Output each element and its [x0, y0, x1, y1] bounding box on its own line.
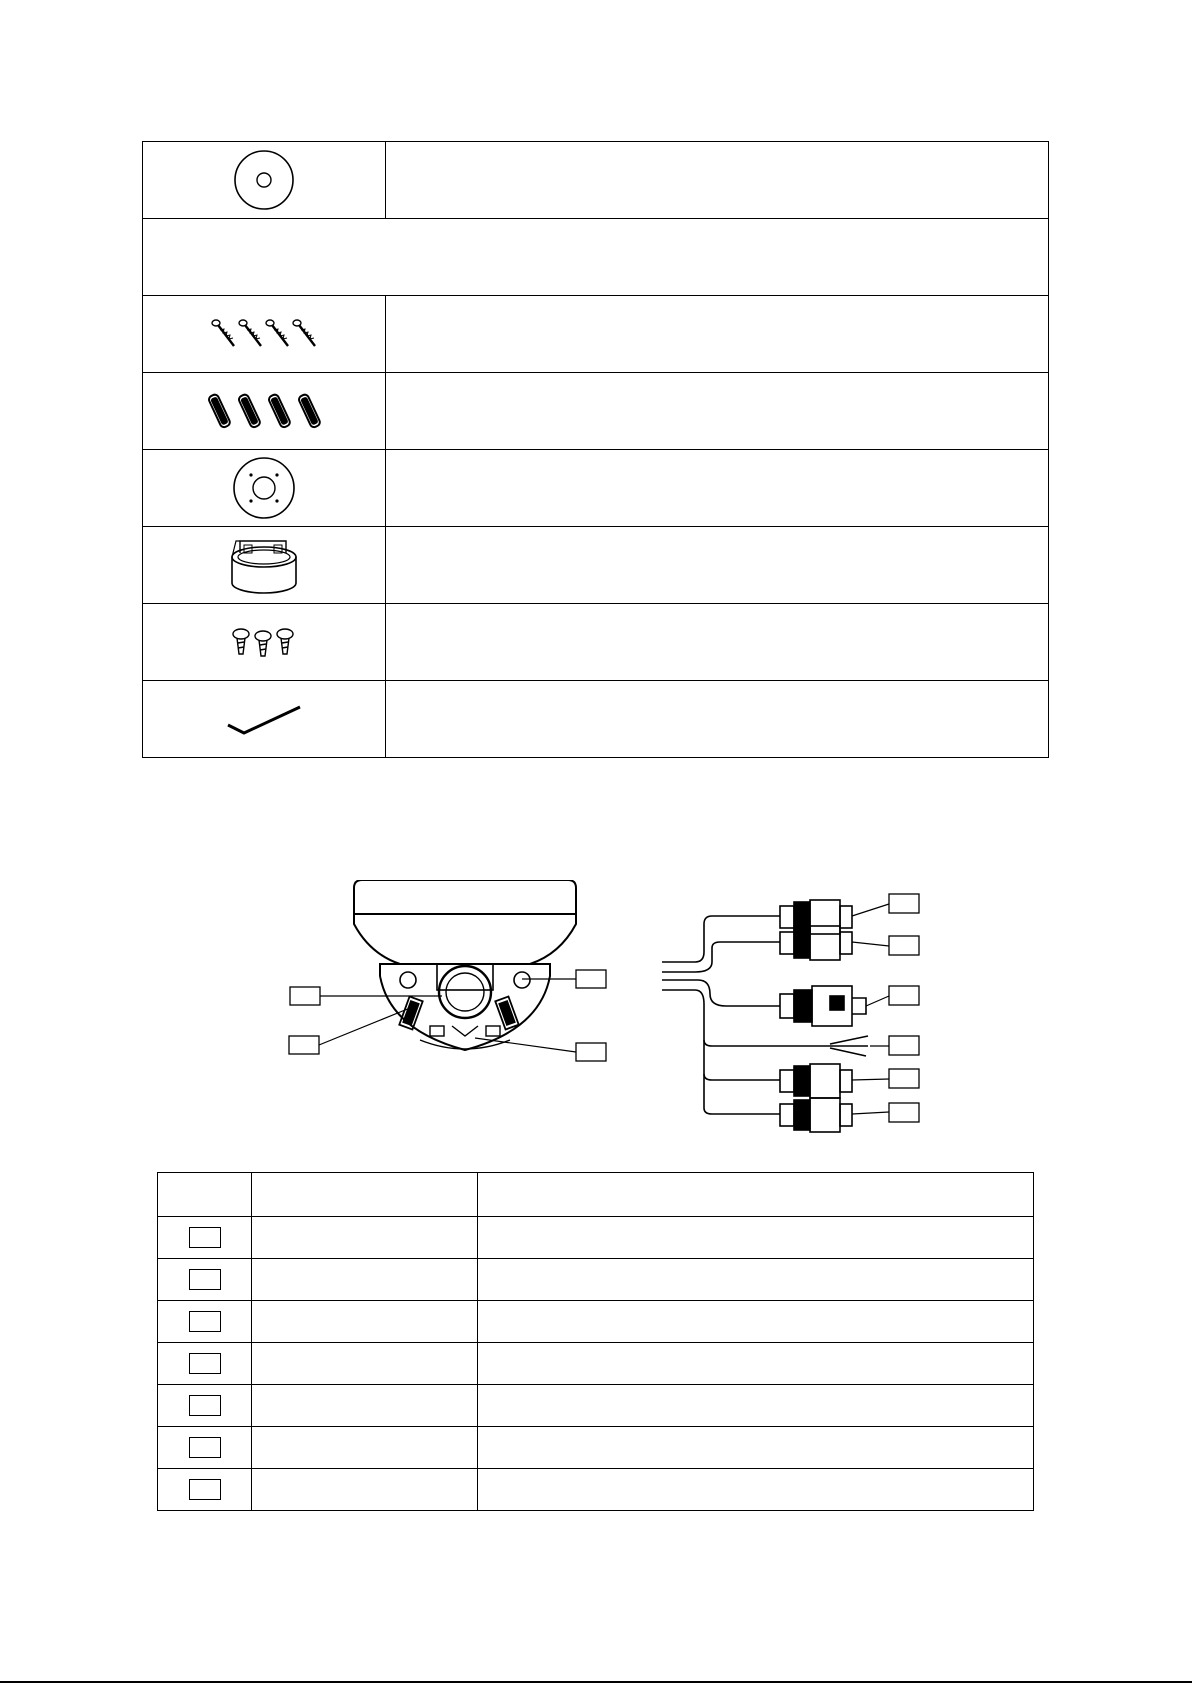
accessory-description [386, 450, 1049, 527]
callout-box [576, 970, 606, 988]
callout-box [576, 1043, 606, 1061]
accessory-row [143, 450, 1049, 527]
accessory-icon-cell [143, 604, 386, 681]
accessory-row [143, 527, 1049, 604]
callout-box [889, 1069, 919, 1088]
hex-key-icon [224, 699, 304, 739]
number-box [189, 1353, 221, 1374]
accessory-description [386, 604, 1049, 681]
description-cell [478, 1343, 1034, 1385]
number-box [189, 1437, 221, 1458]
callout-box [889, 1103, 919, 1122]
description-cell [478, 1259, 1034, 1301]
number-box [189, 1311, 221, 1332]
cable-callouts [852, 894, 919, 1122]
accessory-icon-cell [143, 296, 386, 373]
header-name [252, 1173, 478, 1217]
accessory-icon-cell [143, 527, 386, 604]
accessory-icon-cell [143, 142, 386, 219]
table-row [158, 1217, 1034, 1259]
table-row [158, 1301, 1034, 1343]
accessory-row [143, 373, 1049, 450]
number-box [189, 1395, 221, 1416]
table-row [158, 1427, 1034, 1469]
accessory-row [143, 604, 1049, 681]
accessory-description [386, 527, 1049, 604]
accessory-icon-cell [143, 681, 386, 758]
parts-table [157, 1172, 1034, 1511]
name-cell [252, 1427, 478, 1469]
description-cell [478, 1301, 1034, 1343]
number-cell [158, 1301, 252, 1343]
callout-box [290, 987, 320, 1005]
cable-harness-illustration [662, 900, 868, 1132]
accessory-icon-cell [143, 450, 386, 527]
header-description [478, 1173, 1034, 1217]
accessory-row [143, 142, 1049, 219]
camera-diagram-area [0, 880, 1192, 1140]
callout-box [289, 1036, 319, 1054]
accessory-icon-cell [143, 373, 386, 450]
name-cell [252, 1217, 478, 1259]
callout-box [889, 936, 919, 955]
accessory-row [143, 296, 1049, 373]
small-screws-icon [229, 625, 299, 659]
accessory-note [143, 219, 1049, 296]
callout-box [889, 986, 919, 1005]
number-cell [158, 1217, 252, 1259]
number-cell [158, 1469, 252, 1511]
mounting-template-icon [231, 455, 297, 521]
callout-box [889, 894, 919, 913]
number-cell [158, 1385, 252, 1427]
camera-diagram [0, 880, 1192, 1140]
header-number [158, 1173, 252, 1217]
screws-icon [204, 314, 324, 354]
accessories-table [142, 141, 1049, 758]
number-cell [158, 1427, 252, 1469]
name-cell [252, 1259, 478, 1301]
callout-box [889, 1036, 919, 1055]
description-cell [478, 1469, 1034, 1511]
name-cell [252, 1385, 478, 1427]
footer-divider [0, 1681, 1192, 1683]
name-cell [252, 1301, 478, 1343]
accessory-description [386, 681, 1049, 758]
description-cell [478, 1385, 1034, 1427]
number-cell [158, 1259, 252, 1301]
wall-plugs-icon [199, 388, 329, 434]
description-cell [478, 1217, 1034, 1259]
dome-camera-illustration [354, 880, 576, 1050]
name-cell [252, 1343, 478, 1385]
accessory-description [386, 142, 1049, 219]
table-row [158, 1385, 1034, 1427]
table-row [158, 1259, 1034, 1301]
accessory-row [143, 681, 1049, 758]
accessory-description [386, 296, 1049, 373]
number-box [189, 1269, 221, 1290]
cd-disc-icon [232, 148, 296, 212]
accessory-row [143, 219, 1049, 296]
number-box [189, 1227, 221, 1248]
description-cell [478, 1427, 1034, 1469]
parts-table-header [158, 1173, 1034, 1217]
accessory-description [386, 373, 1049, 450]
name-cell [252, 1469, 478, 1511]
table-row [158, 1469, 1034, 1511]
junction-box-icon [226, 533, 302, 597]
number-cell [158, 1343, 252, 1385]
number-box [189, 1479, 221, 1500]
table-row [158, 1343, 1034, 1385]
